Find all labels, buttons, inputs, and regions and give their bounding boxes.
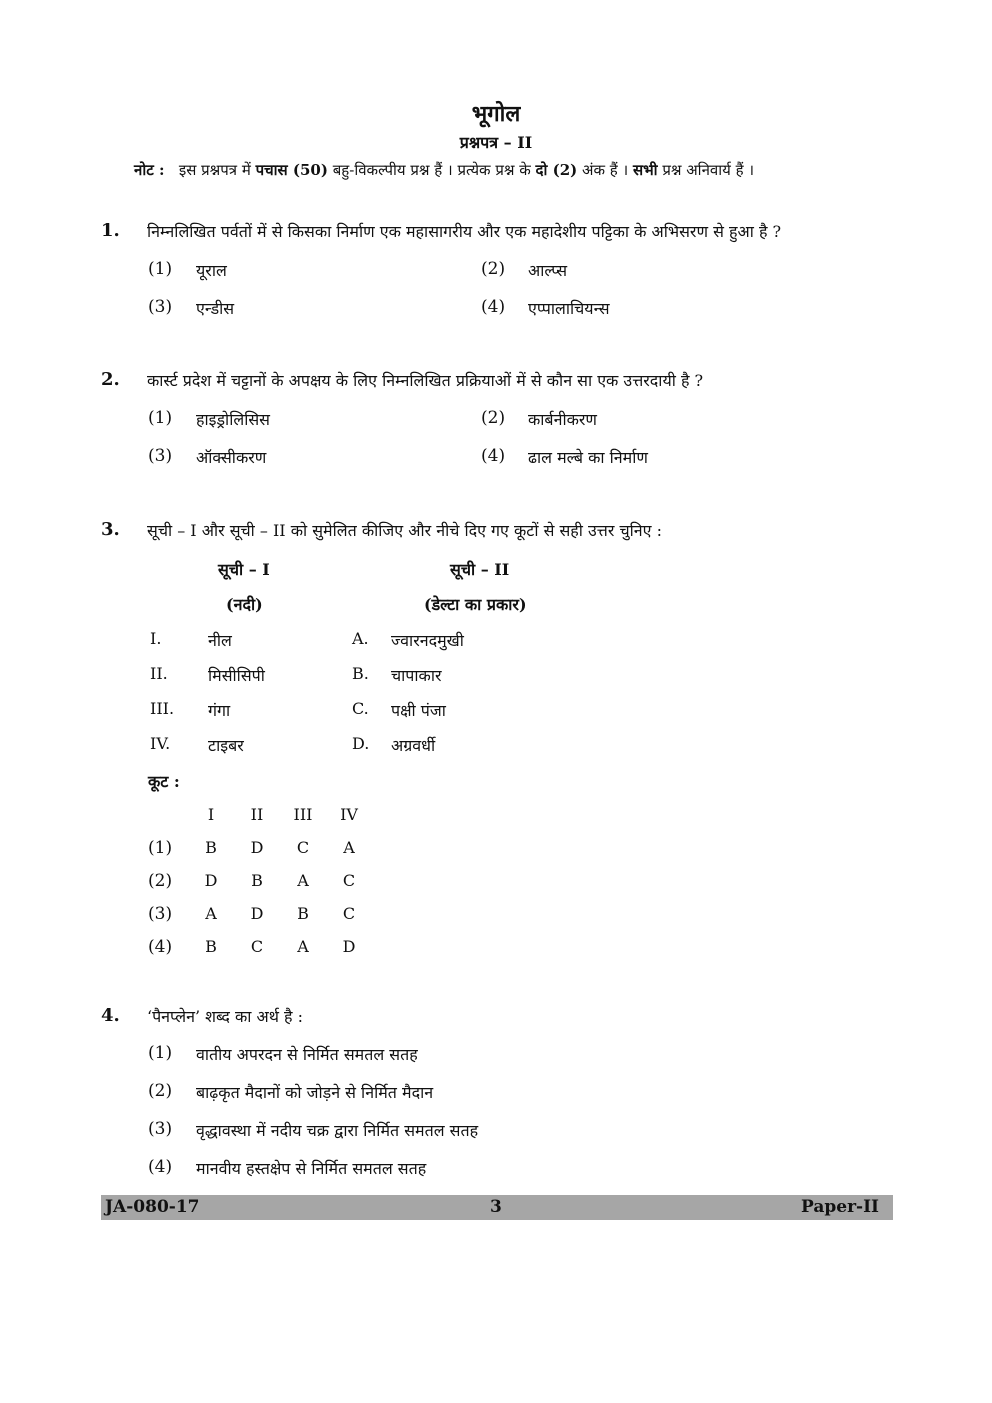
note-text-2: बहु-विकल्पीय प्रश्न हैं । प्रत्येक प्रश्न के xyxy=(327,161,536,179)
code-cell: B xyxy=(297,904,309,923)
q4-option-1-text: वातीय अपरदन से निर्मित समतल सतह xyxy=(196,1045,418,1064)
code-row-number: (2) xyxy=(148,871,173,891)
list2-subtitle: (डेल्टा का प्रकार) xyxy=(424,595,527,614)
code-cell: B xyxy=(205,838,217,857)
q2-option-3-text: ऑक्सीकरण xyxy=(196,448,267,467)
list1-title: सूची – I xyxy=(218,560,270,579)
q2-option-2-number: (2) xyxy=(481,408,506,428)
q3-text: सूची – I और सूची – II को सुमेलित कीजिए और नीचे दिए गए कूटों से सही उत्तर चुनिए : xyxy=(147,521,662,540)
list1-item: टाइबर xyxy=(208,736,244,755)
list1-subtitle: (नदी) xyxy=(226,595,263,614)
list1-key: I. xyxy=(150,629,162,648)
list2-item: चापाकार xyxy=(391,666,442,685)
q1-option-4-text: एप्पालाचियन्स xyxy=(528,299,610,318)
code-header: II xyxy=(250,805,264,824)
q1-option-4-number: (4) xyxy=(481,297,506,317)
q2-option-3-number: (3) xyxy=(148,446,173,466)
note-bold-2: दो (2) xyxy=(535,161,578,179)
q2-option-1-text: हाइड्रोलिसिस xyxy=(196,410,270,429)
q1-option-1-text: यूराल xyxy=(196,261,227,280)
list1-key: II. xyxy=(150,664,168,683)
code-cell: D xyxy=(342,937,356,956)
list2-key: C. xyxy=(352,699,369,718)
q1-option-1-number: (1) xyxy=(148,259,173,279)
q4-option-3-number: (3) xyxy=(148,1119,173,1139)
list2-title: सूची – II xyxy=(450,560,510,579)
code-cell: B xyxy=(205,937,217,956)
list2-key: A. xyxy=(352,629,369,648)
instructions-note xyxy=(134,160,754,180)
list1-item: मिसीसिपी xyxy=(208,666,265,685)
list1-item: नील xyxy=(208,631,232,650)
note-label: नोट : xyxy=(134,161,165,179)
note-bold-3: सभी xyxy=(632,161,658,179)
code-header: I xyxy=(207,805,215,824)
paper-subtitle: प्रश्नपत्र – II xyxy=(459,133,533,152)
paper-code: JA-080-17 xyxy=(105,1197,200,1217)
note-bold-1: पचास (50) xyxy=(255,161,328,179)
code-cell: A xyxy=(297,937,309,956)
q1-option-3-text: एन्डीस xyxy=(196,299,235,318)
q4-number: 4. xyxy=(101,1005,120,1026)
code-cell: A xyxy=(343,838,355,857)
page-number: 3 xyxy=(490,1197,502,1217)
list1-item: गंगा xyxy=(208,701,231,720)
code-cell: D xyxy=(250,838,264,857)
q2-option-2-text: कार्बनीकरण xyxy=(528,410,597,429)
code-cell: C xyxy=(342,871,356,890)
paper-label: Paper-II xyxy=(801,1197,879,1217)
q1-option-2-text: आल्प्स xyxy=(528,261,568,280)
code-row-number: (4) xyxy=(148,937,173,957)
q1-option-2-number: (2) xyxy=(481,259,506,279)
q4-text: ‘पैनप्लेन’ शब्द का अर्थ है : xyxy=(147,1007,303,1026)
list2-key: D. xyxy=(352,734,370,753)
list1-key: III. xyxy=(150,699,175,718)
code-cell: A xyxy=(205,904,217,923)
note-text-3: अंक हैं । xyxy=(577,161,633,179)
code-cell: C xyxy=(250,937,264,956)
q2-option-4-text: ढाल मल्बे का निर्माण xyxy=(528,448,648,467)
q4-option-2-number: (2) xyxy=(148,1081,173,1101)
list2-key: B. xyxy=(352,664,369,683)
code-cell: C xyxy=(342,904,356,923)
q4-option-3-text: वृद्धावस्था में नदीय चक्र द्वारा निर्मित समतल सतह xyxy=(196,1121,479,1140)
page-footer xyxy=(101,1195,893,1220)
code-cell: D xyxy=(250,904,264,923)
q2-option-1-number: (1) xyxy=(148,408,173,428)
codes-label: कूट : xyxy=(148,772,180,791)
code-header: IV xyxy=(340,805,358,824)
list2-item: ज्वारनदमुखी xyxy=(391,631,464,650)
q4-option-4-text: मानवीय हस्तक्षेप से निर्मित समतल सतह xyxy=(196,1159,427,1178)
list2-item: अग्रवर्धी xyxy=(391,736,436,755)
note-text-1: इस प्रश्नपत्र में xyxy=(178,161,256,179)
q3-number: 3. xyxy=(101,519,120,540)
q1-number: 1. xyxy=(101,220,120,241)
note-text-4: प्रश्न अनिवार्य हैं । xyxy=(657,161,755,179)
code-row-number: (1) xyxy=(148,838,173,858)
code-cell: B xyxy=(251,871,263,890)
code-cell: D xyxy=(204,871,218,890)
q1-text: निम्नलिखित पर्वतों में से किसका निर्माण एक महासागरीय और एक महादेशीय पट्टिका के अभिसरण से हुआ है ? xyxy=(147,222,782,241)
list2-item: पक्षी पंजा xyxy=(391,701,446,720)
q2-number: 2. xyxy=(101,369,120,390)
code-cell: C xyxy=(296,838,310,857)
q2-option-4-number: (4) xyxy=(481,446,506,466)
q4-option-1-number: (1) xyxy=(148,1043,173,1063)
q2-text: कार्स्ट प्रदेश में चट्टानों के अपक्षय के लिए निम्नलिखित प्रक्रियाओं में से कौन सा एक उत्तरदायी है ? xyxy=(147,371,704,390)
q4-option-4-number: (4) xyxy=(148,1157,173,1177)
code-cell: A xyxy=(297,871,309,890)
list1-key: IV. xyxy=(150,734,171,753)
q1-option-3-number: (3) xyxy=(148,297,173,317)
code-header: III xyxy=(293,805,313,824)
page-title: भूगोल xyxy=(471,101,521,127)
q4-option-2-text: बाढ़कृत मैदानों को जोड़ने से निर्मित मैदान xyxy=(196,1083,434,1102)
code-row-number: (3) xyxy=(148,904,173,924)
